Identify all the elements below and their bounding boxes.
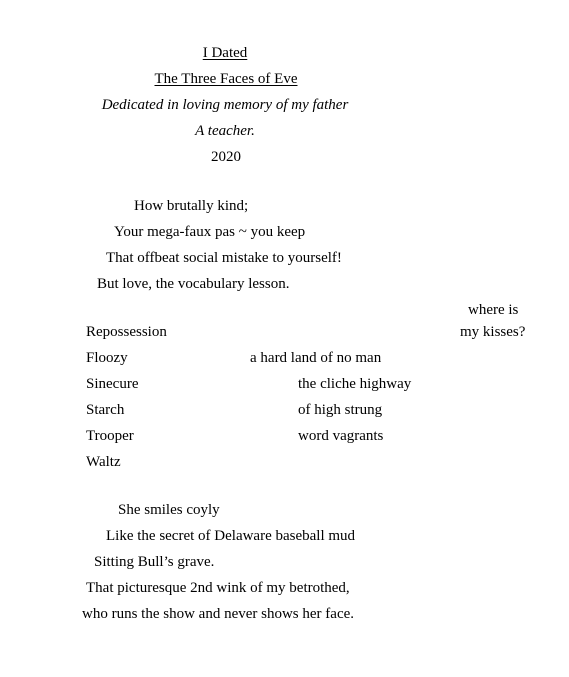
vocab-phrase: word vagrants bbox=[298, 428, 384, 444]
stanza1-line-4: But love, the vocabulary lesson. bbox=[97, 276, 290, 292]
stanza1-line-2: Your mega-faux pas ~ you keep bbox=[114, 224, 306, 240]
vocab-phrase: of high strung bbox=[298, 402, 383, 418]
stanza2-line-2: Like the secret of Delaware baseball mud bbox=[106, 528, 356, 544]
aside-line-1: where is bbox=[468, 302, 519, 318]
stanza2-line-4: That picturesque 2nd wink of my betrothed, bbox=[86, 580, 350, 596]
poem-year: 2020 bbox=[211, 149, 241, 165]
dedication-line-2: A teacher. bbox=[195, 123, 255, 139]
vocab-word: Repossession bbox=[86, 324, 167, 340]
stanza1-line-3: That offbeat social mistake to yourself! bbox=[106, 250, 342, 266]
stanza2-line-3: Sitting Bull’s grave. bbox=[94, 554, 215, 570]
dedication: Dedicated in loving memory of my father bbox=[101, 97, 349, 113]
poem-title: I Dated bbox=[202, 45, 248, 61]
vocab-word: Sinecure bbox=[86, 376, 139, 392]
vocab-phrase: a hard land of no man bbox=[250, 350, 382, 366]
stanza2-line-1: She smiles coyly bbox=[118, 502, 220, 518]
stanza2-line-5: who runs the show and never shows her face. bbox=[82, 606, 355, 622]
vocab-word: Waltz bbox=[86, 454, 121, 470]
aside-line-2: my kisses? bbox=[460, 324, 526, 340]
vocab-phrase: the cliche highway bbox=[298, 376, 412, 392]
stanza1-line-1: How brutally kind; bbox=[134, 198, 249, 214]
poem-subtitle: The Three Faces of Eve bbox=[154, 71, 298, 87]
vocab-word: Trooper bbox=[86, 428, 134, 444]
vocab-word: Floozy bbox=[86, 350, 128, 366]
vocab-word: Starch bbox=[86, 402, 125, 418]
